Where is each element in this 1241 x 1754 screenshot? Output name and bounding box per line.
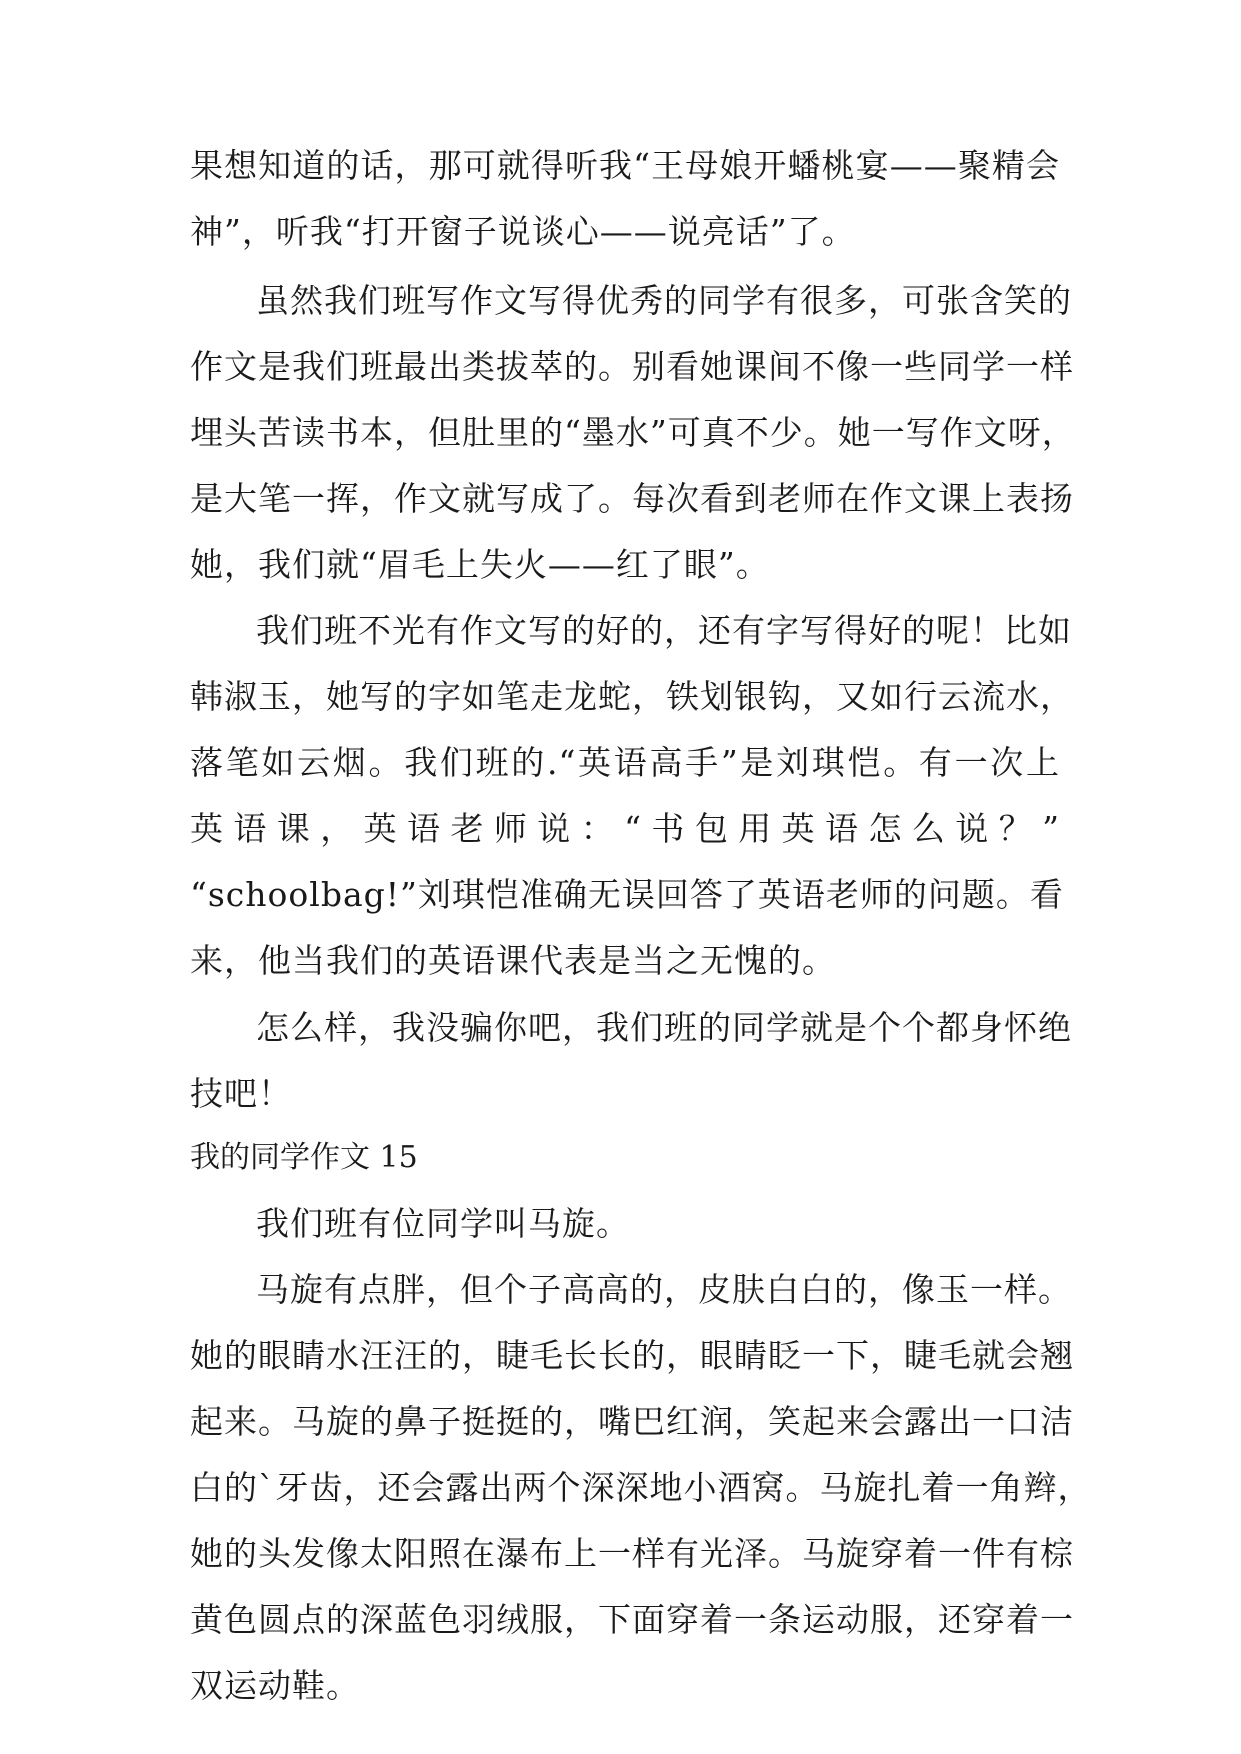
text-line: 来，他当我们的英语课代表是当之无愧的。 xyxy=(190,941,836,980)
text-line: 韩淑玉，她写的字如笔走龙蛇，铁划银钩，又如行云流水， xyxy=(190,677,1074,716)
text-line: 作文是我们班最出类拔萃的。别看她课间不像一些同学一样 xyxy=(190,347,1074,386)
paragraph-first-line: 我们班不光有作文写的好的，还有字写得好的呢！比如 xyxy=(256,611,1072,650)
paragraph-first-line: 马旋有点胖，但个子高高的，皮肤白白的，像玉一样。 xyxy=(256,1270,1072,1309)
text-line: 白的`牙齿，还会露出两个深深地小酒窝。马旋扎着一角辫， xyxy=(190,1468,1092,1507)
text-line: 黄色圆点的深蓝色羽绒服，下面穿着一条运动服，还穿着一 xyxy=(190,1600,1074,1639)
text-line: 她的眼睛水汪汪的，睫毛长长的，眼睛眨一下，睫毛就会翘 xyxy=(190,1336,1074,1375)
section-heading: 我的同学作文 15 xyxy=(190,1140,418,1175)
text-line: 落笔如云烟。我们班的.“英语高手”是刘琪恺。有一次上 xyxy=(190,743,1060,782)
text-line: 是大笔一挥，作文就写成了。每次看到老师在作文课上表扬 xyxy=(190,479,1074,518)
text-line: 技吧！ xyxy=(190,1074,292,1113)
paragraph-first-line: 我们班有位同学叫马旋。 xyxy=(256,1204,630,1243)
text-line: 她，我们就“眉毛上失火——红了眼”。 xyxy=(190,545,770,584)
paragraph-first-line: 怎么样，我没骗你吧，我们班的同学就是个个都身怀绝 xyxy=(256,1008,1072,1047)
text-line: “schoolbag!”刘琪恺准确无误回答了英语老师的问题。看 xyxy=(190,875,1064,914)
text-line: 埋头苦读书本，但肚里的“墨水”可真不少。她一写作文呀， xyxy=(190,413,1076,452)
paragraph-first-line: 虽然我们班写作文写得优秀的同学有很多，可张含笑的 xyxy=(256,281,1072,320)
text-line: 神”，听我“打开窗子说谈心——说亮话”了。 xyxy=(190,212,856,251)
text-line: 双运动鞋。 xyxy=(190,1666,360,1705)
text-line: 果想知道的话，那可就得听我“王母娘开蟠桃宴——聚精会 xyxy=(190,146,1060,185)
text-line: 起来。马旋的鼻子挺挺的，嘴巴红润，笑起来会露出一口洁 xyxy=(190,1402,1074,1441)
text-line: 她的头发像太阳照在瀑布上一样有光泽。马旋穿着一件有棕 xyxy=(190,1534,1074,1573)
text-line: 英语课，英语老师说：“书包用英语怎么说？” xyxy=(190,809,1060,848)
